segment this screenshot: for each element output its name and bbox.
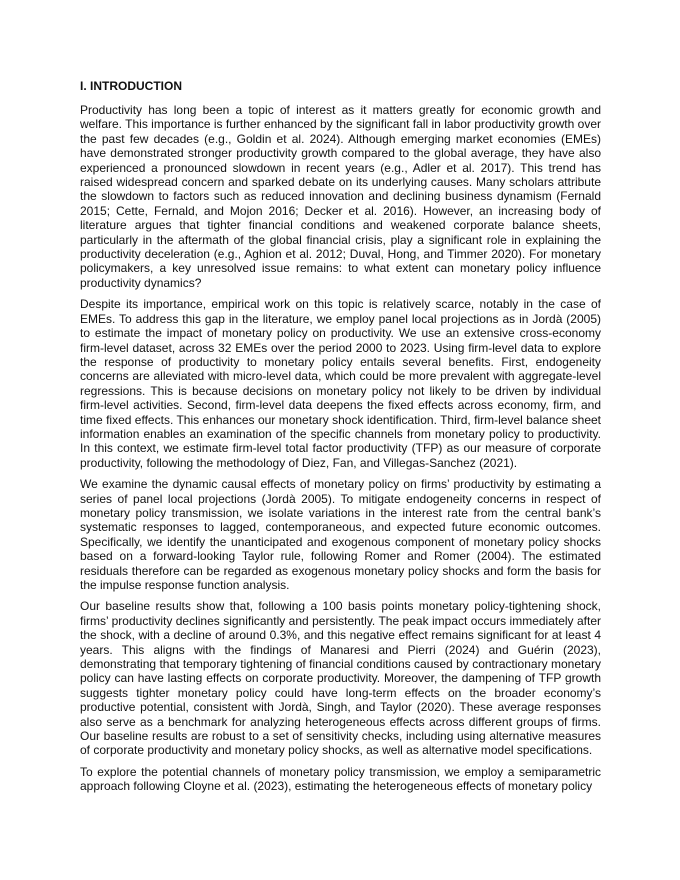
- section-heading: I. INTRODUCTION: [80, 79, 182, 93]
- paragraph-channels: To explore the potential channels of monetary policy transmission, we employ a semiparametric approach following Cloyne et al. (2023), estimating the heterogeneous effects of monetary policy: [80, 764, 601, 794]
- paragraph-gap-and-data: Despite its importance, empirical work on this topic is relatively scarce, notably in the case of EMEs. To address this gap in the literature, we employ panel local projections as in Jordà (2005) to estimate the impact of monetary policy on productivity. We use an extensive cross-economy firm-level dataset, across 32 EMEs over the period 2000 to 2023. Using firm-level data to explore the response of productivity to monetary policy entails several benefits. First, endogeneity concerns are alleviated with micro-level data, which could be more prevalent with aggregate-level regressions. This is because decisions on monetary policy not likely to be driven by individual firm-level activities. Second, firm-level data deepens the fixed effects across economy, firm, and time fixed effects. This enhances our monetary shock identification. Third, firm-level balance sheet information enables an examination of the specific channels from monetary policy to productivity. In this context, we estimate firm-level total factor productivity (TFP) as our measure of corporate productivity, following the methodology of Diez, Fan, and Villegas-Sanchez (2021).: [80, 297, 601, 470]
- document-page: [80, 78, 601, 801]
- paragraph-baseline-results: Our baseline results show that, following a 100 basis points monetary policy-tightening shock, firms’ productivity declines significantly and persistently. The peak impact occurs immediately after the shock, with a decline of around 0.3%, and this negative effect remains significant for at least 4 years. This aligns with the findings of Manaresi and Pierri (2024) and Guérin (2023), demonstrating that temporary tightening of financial conditions caused by contractionary monetary policy can have lasting effects on corporate productivity. Moreover, the dampening of TFP growth suggests tighter monetary policy could have long-term effects on the broader economy’s productive potential, consistent with Jordà, Singh, and Taylor (2020). These average responses also serve as a benchmark for analyzing heterogeneous effects across different groups of firms. Our baseline results are robust to a set of sensitivity checks, including using alternative measures of corporate productivity and monetary policy shocks, as well as alternative model specifications.: [80, 599, 601, 758]
- paragraph-motivation: Productivity has long been a topic of interest as it matters greatly for economic growth and welfare. This importance is further enhanced by the significant fall in labor productivity growth over the past few decades (e.g., Goldin et al. 2024). Although emerging market economies (EMEs) have demonstrated stronger productivity growth compared to the global average, they have also experienced a pronounced slowdown in recent years (e.g., Adler et al. 2017). This trend has raised widespread concern and sparked debate on its underlying causes. Many scholars attribute the slowdown to factors such as reduced innovation and declining business dynamism (Fernald 2015; Cette, Fernald, and Mojon 2016; Decker et al. 2016). However, an increasing body of literature argues that tighter financial conditions and weakened corporate balance sheets, particularly in the aftermath of the global financial crisis, play a significant role in explaining the productivity deceleration (e.g., Aghion et al. 2012; Duval, Hong, and Timmer 2020). For monetary policymakers, a key unresolved issue remains: to what extent can monetary policy influence productivity dynamics?: [80, 103, 601, 290]
- paragraph-identification: We examine the dynamic causal effects of monetary policy on firms’ productivity by estimating a series of panel local projections (Jordà 2005). To mitigate endogeneity concerns in respect of monetary policy transmission, we isolate variations in the interest rate from the central bank’s systematic responses to lagged, contemporaneous, and expected future economic outcomes. Specifically, we identify the unanticipated and exogenous component of monetary policy shocks based on a forward-looking Taylor rule, following Romer and Romer (2004). The estimated residuals therefore can be regarded as exogenous monetary policy shocks and form the basis for the impulse response function analysis.: [80, 477, 601, 592]
